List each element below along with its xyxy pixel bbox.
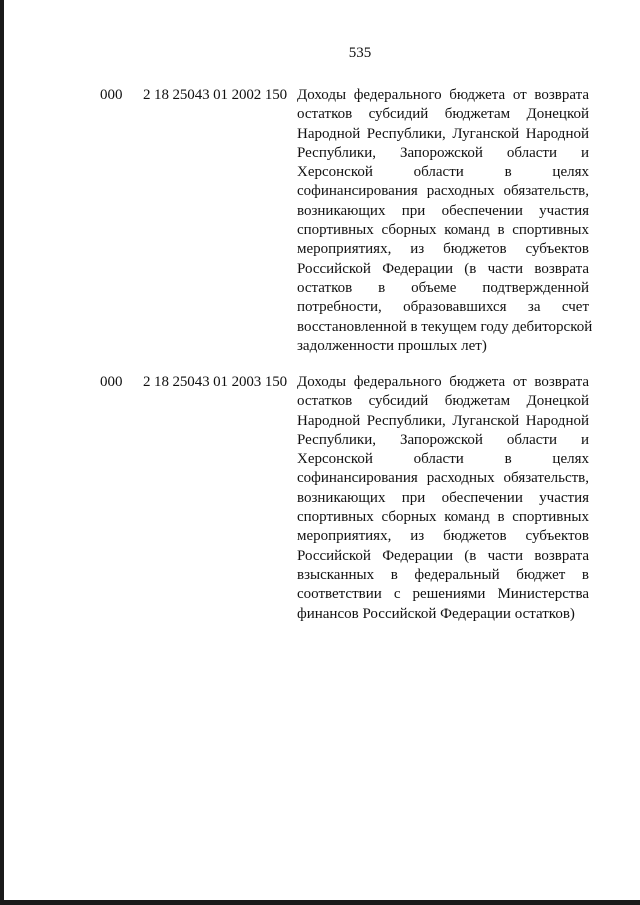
description-line: взысканных в федеральный бюджет в — [297, 566, 589, 583]
description-line: возникающих при обеспечении участия — [297, 489, 589, 506]
description-line: Херсонской области в целях — [297, 164, 589, 181]
budget-classification-code: 2 18 25043 01 2002 150 — [143, 87, 288, 103]
description-line: возникающих при обеспечении участия — [297, 202, 589, 219]
description-line: соответствии с решениями Министерства — [297, 586, 589, 603]
description-line: софинансирования расходных обязательств, — [297, 183, 589, 200]
admin-code: 000 — [100, 87, 123, 103]
description-line: Российской Федерации (в части возврата — [297, 260, 589, 277]
scan-bottom-border — [0, 900, 640, 905]
description-line: Доходы федерального бюджета от возврата — [297, 87, 589, 103]
description-line: Российской Федерации (в части возврата — [297, 547, 589, 564]
budget-classification-code: 2 18 25043 01 2003 150 — [143, 374, 288, 390]
description-line: Народной Республики, Луганской Народной — [297, 412, 589, 429]
description-line: мероприятиях, из бюджетов субъектов — [297, 528, 589, 545]
description-line: восстановленной в текущем году дебиторской — [297, 318, 593, 335]
description-line: потребности, образовавшихся за счет — [297, 299, 589, 316]
description-line: остатков субсидий бюджетам Донецкой — [297, 106, 589, 123]
description-line: Республики, Запорожской области и — [297, 431, 589, 448]
description-line: софинансирования расходных обязательств, — [297, 470, 589, 487]
description-line: остатков в объеме подтвержденной — [297, 279, 589, 296]
entry-description — [297, 373, 589, 624]
description-line: спортивных сборных команд в спортивных — [297, 222, 589, 239]
description-line: Республики, Запорожской области и — [297, 144, 589, 161]
description-line: задолженности прошлых лет) — [297, 337, 487, 354]
description-line: остатков субсидий бюджетам Донецкой — [297, 393, 589, 410]
description-line: Херсонской области в целях — [297, 451, 589, 468]
description-line: Народной Республики, Луганской Народной — [297, 125, 589, 142]
entry-description — [297, 86, 593, 356]
page-number: 535 — [348, 45, 372, 61]
description-line: Доходы федерального бюджета от возврата — [297, 374, 589, 390]
scan-left-border — [0, 0, 4, 905]
description-line: финансов Российской Федерации остатков) — [297, 605, 575, 622]
admin-code: 000 — [100, 374, 123, 390]
description-line: спортивных сборных команд в спортивных — [297, 509, 589, 526]
description-line: мероприятиях, из бюджетов субъектов — [297, 241, 589, 258]
